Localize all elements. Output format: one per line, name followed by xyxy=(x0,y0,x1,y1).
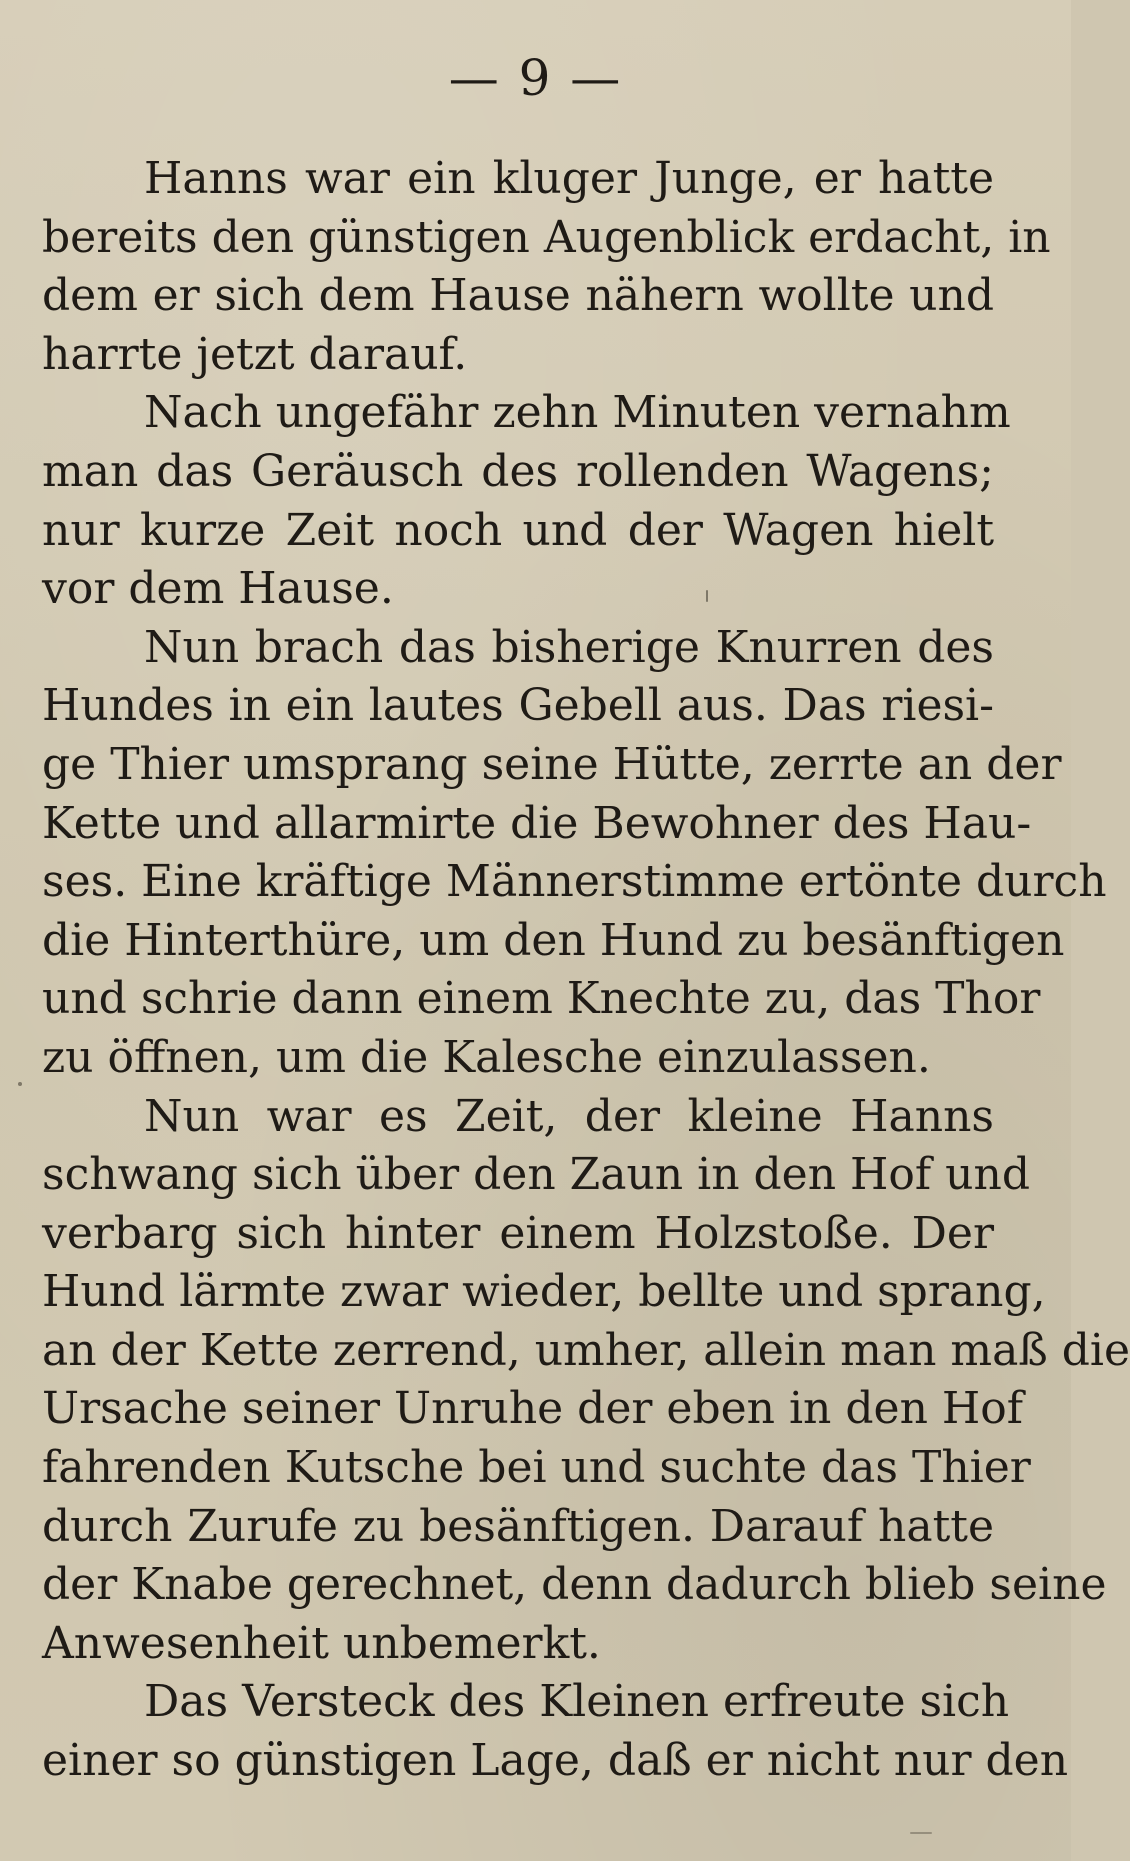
text-line: Hundes in ein lautes Gebell aus. Das riesi- xyxy=(42,680,994,732)
text-line: Das Versteck des Kleinen erfreute sich xyxy=(144,1676,1010,1728)
text-line: Hund lärmte zwar wieder, bellte und sprang, xyxy=(42,1266,1046,1318)
text-line: fahrenden Kutsche bei und suchte das Thier xyxy=(42,1442,1031,1494)
ink-speck xyxy=(18,1082,22,1086)
text-line: dem er sich dem Hause nähern wollte und xyxy=(42,270,994,322)
text-line: durch Zurufe zu besänftigen. Darauf hatte xyxy=(42,1500,994,1552)
text-line: verbarg sich hinter einem Holzstoße. Der xyxy=(42,1207,994,1259)
text-line: Nach ungefähr zehn Minuten vernahm xyxy=(144,387,1011,439)
body-text xyxy=(42,150,1130,1791)
text-line: schwang sich über den Zaun in den Hof und xyxy=(42,1149,1031,1201)
text-line: ses. Eine kräftige Männerstimme ertönte durch xyxy=(42,856,1107,908)
text-line: Hanns war ein kluger Junge, er hatte xyxy=(144,153,994,204)
text-line: Nun brach das bisherige Knurren des xyxy=(144,621,994,673)
ink-speck xyxy=(706,590,708,602)
text-line: bereits den günstigen Augenblick erdacht, in xyxy=(42,211,1051,263)
text-line: zu öffnen, um die Kalesche einzulassen. xyxy=(42,1031,931,1083)
text-line: man das Geräusch des rollenden Wagens; xyxy=(42,445,994,497)
text-line: einer so günstigen Lage, daß er nicht nur den xyxy=(42,1735,1069,1787)
text-line: vor dem Hause. xyxy=(42,563,394,615)
text-line: Kette und allarmirte die Bewohner des Hau- xyxy=(42,797,1032,849)
ink-speck xyxy=(910,1832,932,1834)
text-line: die Hinterthüre, um den Hund zu besänftigen xyxy=(42,914,1065,966)
text-line: der Knabe gerechnet, denn dadurch blieb seine xyxy=(42,1559,1107,1611)
text-line: Anwesenheit unbemerkt. xyxy=(42,1617,601,1669)
text-line: Ursache seiner Unruhe der eben in den Hof xyxy=(42,1383,1024,1435)
text-line: an der Kette zerrend, umher, allein man maß die xyxy=(42,1324,1130,1376)
text-line: nur kurze Zeit noch und der Wagen hielt xyxy=(42,504,994,556)
text-line: Nun war es Zeit, der kleine Hanns xyxy=(144,1090,994,1142)
text-line: und schrie dann einem Knechte zu, das Thor xyxy=(42,973,1041,1025)
text-line: ge Thier umsprang seine Hütte, zerrte an der xyxy=(42,738,1062,790)
page-number: — 9 — xyxy=(448,49,623,107)
text-line: harrte jetzt darauf. xyxy=(42,328,468,380)
